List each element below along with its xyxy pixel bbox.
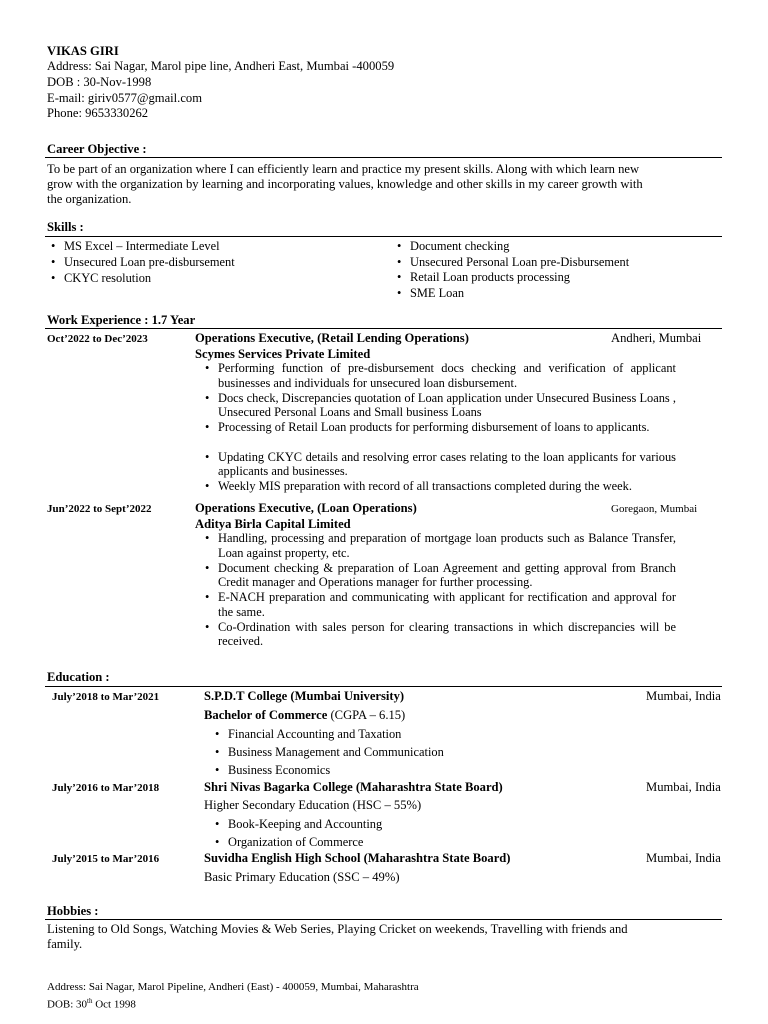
job-title: Operations Executive, (Retail Lending Operations) <box>195 331 469 345</box>
list-item-text: Weekly MIS preparation with record of all transactions completed during the week. <box>218 479 632 493</box>
edu-school: Shri Nivas Bagarka College (Maharashtra State Board) <box>204 780 503 794</box>
candidate-name: VIKAS GIRI <box>47 44 119 58</box>
list-item <box>205 560 676 590</box>
list-item-text: Document checking & preparation of Loan Agreement and getting approval from Branch Credit manager and Operations manager for further processing. <box>218 560 676 590</box>
list-item-text: Unsecured Personal Loan pre-Disbursement <box>410 254 630 269</box>
list-item <box>51 238 364 254</box>
bullet-icon: • <box>215 763 220 777</box>
edu-location: Mumbai, India <box>646 780 721 794</box>
list-item-text: Organization of Commerce <box>228 835 364 849</box>
list-item-text: Docs check, Discrepancies quotation of Loan application under Unsecured Business Loans , Unsecured Personal Loans and Small business Loans <box>218 390 676 420</box>
bullet-icon: • <box>205 619 210 634</box>
list-item <box>205 420 676 435</box>
phone: Phone: 9653330262 <box>47 106 149 120</box>
list-item <box>215 833 528 851</box>
bullet-icon: • <box>205 479 210 493</box>
list-item-text: E-NACH preparation and communicating with applicant for rectification and approval for the same. <box>218 590 676 619</box>
bullet-icon: • <box>205 420 210 434</box>
work-heading: Work Experience : 1.7 Year <box>47 313 196 327</box>
section-rule <box>45 157 722 158</box>
list-item <box>397 238 710 254</box>
objective-line-2: grow with the organization by learning and incorporating values, knowledge and other skills in my career growth with <box>47 177 643 191</box>
list-item <box>397 254 710 270</box>
list-item <box>215 761 528 779</box>
list-item-text: CKYC resolution <box>64 271 152 285</box>
email: E-mail: giriv0577@gmail.com <box>47 91 202 105</box>
bullet-icon: • <box>205 560 210 575</box>
address: Address: Sai Nagar, Marol pipe line, Andheri East, Mumbai -400059 <box>47 59 395 73</box>
section-rule <box>45 328 722 329</box>
bullet-icon: • <box>397 270 402 284</box>
bullet-icon: • <box>397 285 402 300</box>
job-company: Scymes Services Private Limited <box>195 347 371 361</box>
list-item <box>397 285 710 301</box>
edu-dates: July’2015 to Mar’2016 <box>52 853 160 865</box>
list-item-text: Processing of Retail Loan products for performing disbursement of loans to applicants. <box>218 420 650 434</box>
edu-dates: July’2016 to Mar’2018 <box>52 782 160 794</box>
list-item <box>215 743 528 761</box>
list-item-text: Co-Ordination with sales person for clearing transactions in which discrepancies will be received. <box>218 619 676 649</box>
edu-school: Suvidha English High School (Maharashtra State Board) <box>204 851 511 865</box>
section-rule <box>45 236 722 237</box>
bullet-icon: • <box>205 590 210 604</box>
section-rule <box>45 686 722 687</box>
list-item-text: Business Management and Communication <box>228 745 444 759</box>
bullet-icon: • <box>205 531 210 545</box>
list-item-text: Book-Keeping and Accounting <box>228 817 383 831</box>
job-dates: Oct’2022 to Dec’2023 <box>47 333 148 345</box>
list-item <box>51 254 364 270</box>
job-title: Operations Executive, (Loan Operations) <box>195 501 417 515</box>
list-item <box>205 590 676 619</box>
list-item <box>205 449 676 479</box>
job-dates: Jun’2022 to Sept’2022 <box>47 503 152 515</box>
list-item <box>51 270 364 286</box>
skills-heading: Skills : <box>47 220 84 234</box>
edu-school: S.P.D.T College (Mumbai University) <box>204 689 405 703</box>
bullet-icon: • <box>205 390 210 405</box>
edu-degree: Bachelor of Commerce (CGPA – 6.15) <box>204 708 406 722</box>
footer-dob: DOB: 30th Oct 1998 <box>47 997 136 1011</box>
list-item-text: Document checking <box>410 239 510 253</box>
objective-line-1: To be part of an organization where I can efficiently learn and practice my present skills. Along with which learn new <box>47 162 640 176</box>
list-item-text: MS Excel – Intermediate Level <box>64 239 220 253</box>
list-item <box>205 531 676 560</box>
list-item <box>205 479 676 494</box>
list-item <box>205 619 676 649</box>
edu-location: Mumbai, India <box>646 851 721 865</box>
bullet-icon: • <box>205 361 210 375</box>
bullet-icon: • <box>215 745 220 759</box>
job-location: Goregaon, Mumbai <box>611 503 698 515</box>
list-item <box>397 269 710 285</box>
bullet-icon: • <box>215 817 220 831</box>
list-item-text: Financial Accounting and Taxation <box>228 727 402 741</box>
objective-line-3: the organization. <box>47 192 132 206</box>
bullet-icon: • <box>397 239 402 253</box>
job-company: Aditya Birla Capital Limited <box>195 517 351 531</box>
list-item-text: SME Loan <box>410 285 465 300</box>
bullet-icon: • <box>51 271 56 285</box>
list-item <box>205 361 676 390</box>
bullet-icon: • <box>397 254 402 269</box>
hobbies-line-1: Listening to Old Songs, Watching Movies & Web Series, Playing Cricket on weekends, Travelling with friends and <box>47 922 628 936</box>
objective-heading: Career Objective : <box>47 142 147 156</box>
edu-dates: July’2018 to Mar’2021 <box>52 691 160 703</box>
edu-degree: Higher Secondary Education (HSC – 55%) <box>204 798 422 812</box>
bullet-icon: • <box>215 835 220 849</box>
section-rule <box>45 919 722 920</box>
footer-address: Address: Sai Nagar, Marol Pipeline, Andheri (East) - 400059, Mumbai, Maharashtra <box>47 981 419 993</box>
list-item-text: Handling, processing and preparation of mortgage loan products such as Balance Transfer, Loan against property, etc. <box>218 531 676 560</box>
edu-location: Mumbai, India <box>646 689 721 703</box>
list-item-text: Updating CKYC details and resolving error cases relating to the loan applicants for various applicants and businesses. <box>218 449 676 479</box>
list-item <box>205 390 676 420</box>
list-item <box>215 815 528 833</box>
list-item <box>215 725 528 743</box>
edu-degree: Basic Primary Education (SSC – 49%) <box>204 870 400 884</box>
list-item-text: Business Economics <box>228 763 331 777</box>
dob: DOB : 30-Nov-1998 <box>47 75 152 89</box>
bullet-icon: • <box>205 449 210 464</box>
hobbies-heading: Hobbies : <box>47 904 99 918</box>
list-item-text: Unsecured Loan pre-disbursement <box>64 255 235 269</box>
list-item-text: Retail Loan products processing <box>410 270 571 284</box>
education-heading: Education : <box>47 670 110 684</box>
bullet-icon: • <box>51 239 56 253</box>
list-item-text: Performing function of pre-disbursement docs checking and verification of applicant businesses and individuals for unsecured loan disbursement. <box>218 361 676 390</box>
job-location: Andheri, Mumbai <box>611 331 702 345</box>
bullet-icon: • <box>51 255 56 269</box>
hobbies-line-2: family. <box>47 937 83 951</box>
bullet-icon: • <box>215 727 220 741</box>
